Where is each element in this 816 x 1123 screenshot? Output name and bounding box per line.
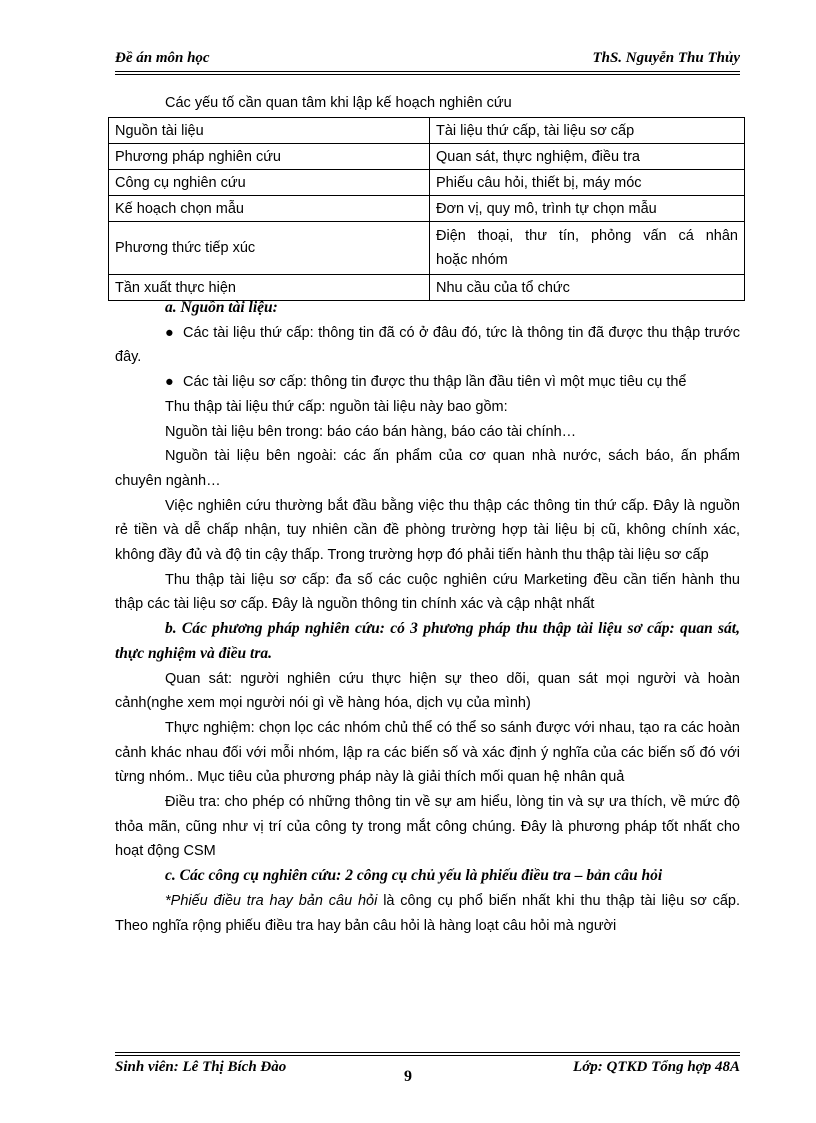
table-row (109, 170, 745, 196)
term-italic: *Phiếu điều tra hay bản câu hỏi (165, 892, 378, 909)
bullet-primary-data (115, 370, 740, 395)
footer-rule-thin (115, 1055, 740, 1056)
research-plan-table (108, 117, 745, 301)
paragraph: Thu thập tài liệu sơ cấp: đa số các cuộc nghiên cứu Marketing đều cần tiến hành thu thập các tài liệu sơ cấp. Đây là nguồn thông tin chính xác và cập nhật nhất (115, 571, 740, 613)
table-cell-factor: Nguồn tài liệu (109, 118, 430, 144)
table-cell-factor: Kế hoạch chọn mẫu (109, 196, 430, 222)
table-row (109, 118, 745, 144)
paragraph (115, 889, 740, 938)
section-b-heading: b. Các phương pháp nghiên cứu: có 3 phương pháp thu thập tài liệu sơ cấp: quan sát, thực nghiệm và điều tra. (115, 620, 740, 662)
table-cell-value: Quan sát, thực nghiệm, điều tra (430, 144, 745, 170)
paragraph: Nguồn tài liệu bên trong: báo cáo bán hàng, báo cáo tài chính… (165, 423, 577, 440)
bullet-secondary-data (115, 321, 740, 370)
paragraph: Việc nghiên cứu thường bắt đầu bằng việc thu thập các thông tin thứ cấp. Đây là nguồn rẻ tiền và dễ chấp nhận, tuy nhiên cần đề phòng trường hợp tài liệu bị cũ, không chính xác, không đầy đủ và độ tin cậy thấp. Trong trường hợp đó phải tiến hành thu thập tài liệu sơ cấp (115, 497, 740, 564)
header-rule-thin (115, 74, 740, 75)
table-cell-value: Phiếu câu hỏi, thiết bị, máy móc (430, 170, 745, 196)
section-a-heading: a. Nguồn tài liệu: (165, 299, 278, 316)
bullet-text: Các tài liệu sơ cấp: thông tin được thu thập lần đầu tiên vì một mục tiêu cụ thể (183, 374, 687, 391)
paragraph: Thực nghiệm: chọn lọc các nhóm chủ thể có thể so sánh được với nhau, tạo ra các hoàn cảnh khác nhau đối với mỗi nhóm, lập ra các biến số và xác định ý nghĩa của các biến số đó với từng nhóm.. Mục tiêu của phương pháp này là giải thích mối quan hệ nhân quả (115, 719, 740, 786)
bullet-icon: ● (165, 324, 174, 341)
table-cell-factor: Tần xuất thực hiện (109, 275, 430, 301)
table-row (109, 196, 745, 222)
table-cell-value-line2: hoặc nhóm (436, 252, 508, 268)
table-cell-value-line1: Điện thoại, thư tín, phỏng vấn cá nhân (436, 228, 738, 244)
table-cell-value: Nhu cầu của tổ chức (430, 275, 745, 301)
table-row (109, 222, 745, 275)
bullet-text: Các tài liệu thứ cấp: thông tin đã có ở đâu đó, tức là thông tin đã được thu thập trước đây. (115, 324, 740, 366)
document-body (115, 296, 740, 938)
bullet-icon: ● (165, 374, 174, 391)
table-caption: Các yếu tố cần quan tâm khi lập kế hoạch nghiên cứu (165, 95, 512, 111)
paragraph: Thu thập tài liệu thứ cấp: nguồn tài liệu này bao gồm: (165, 398, 508, 415)
page-header (115, 48, 740, 68)
page-number: 9 (404, 1068, 412, 1085)
table-cell-value: Tài liệu thứ cấp, tài liệu sơ cấp (430, 118, 745, 144)
section-c-heading: c. Các công cụ nghiên cứu: 2 công cụ chủ yếu là phiếu điều tra – bản câu hỏi (165, 867, 663, 885)
table-cell-value: Đơn vị, quy mô, trình tự chọn mẫu (430, 196, 745, 222)
paragraph: Điều tra: cho phép có những thông tin về sự am hiểu, lòng tin và sự ưa thích, về mức độ thỏa mãn, cũng như vị trí của công ty trong mắt công chúng. Đây là phương pháp tốt nhất cho hoạt động CSM (115, 794, 740, 860)
header-course-title: Đề án môn học (115, 50, 210, 66)
table-row (109, 144, 745, 170)
footer-student: Sinh viên: Lê Thị Bích Đào (115, 1059, 287, 1075)
footer-rule (115, 1052, 740, 1053)
header-author: ThS. Nguyễn Thu Thủy (592, 50, 740, 66)
table-cell-factor: Công cụ nghiên cứu (109, 170, 430, 196)
table-cell-factor: Phương pháp nghiên cứu (109, 144, 430, 170)
paragraph-text: là công cụ phổ biến nhất khi thu thập tài liệu sơ cấp. Theo nghĩa rộng phiếu điều tra hay bản câu hỏi là hàng loạt câu hỏi mà người (115, 892, 740, 934)
header-rule (115, 71, 740, 72)
paragraph: Nguồn tài liệu bên ngoài: các ấn phẩm của cơ quan nhà nước, sách báo, ấn phẩm chuyên ngành… (115, 448, 740, 489)
paragraph: Quan sát: người nghiên cứu thực hiện sự theo dõi, quan sát mọi người và hoàn cảnh(nghe xem mọi người nói gì về hàng hóa, dịch vụ của mình) (115, 670, 740, 712)
table-cell-value (430, 222, 745, 275)
table-cell-factor: Phương thức tiếp xúc (109, 222, 430, 275)
footer-class: Lớp: QTKD Tổng hợp 48A (573, 1059, 740, 1075)
